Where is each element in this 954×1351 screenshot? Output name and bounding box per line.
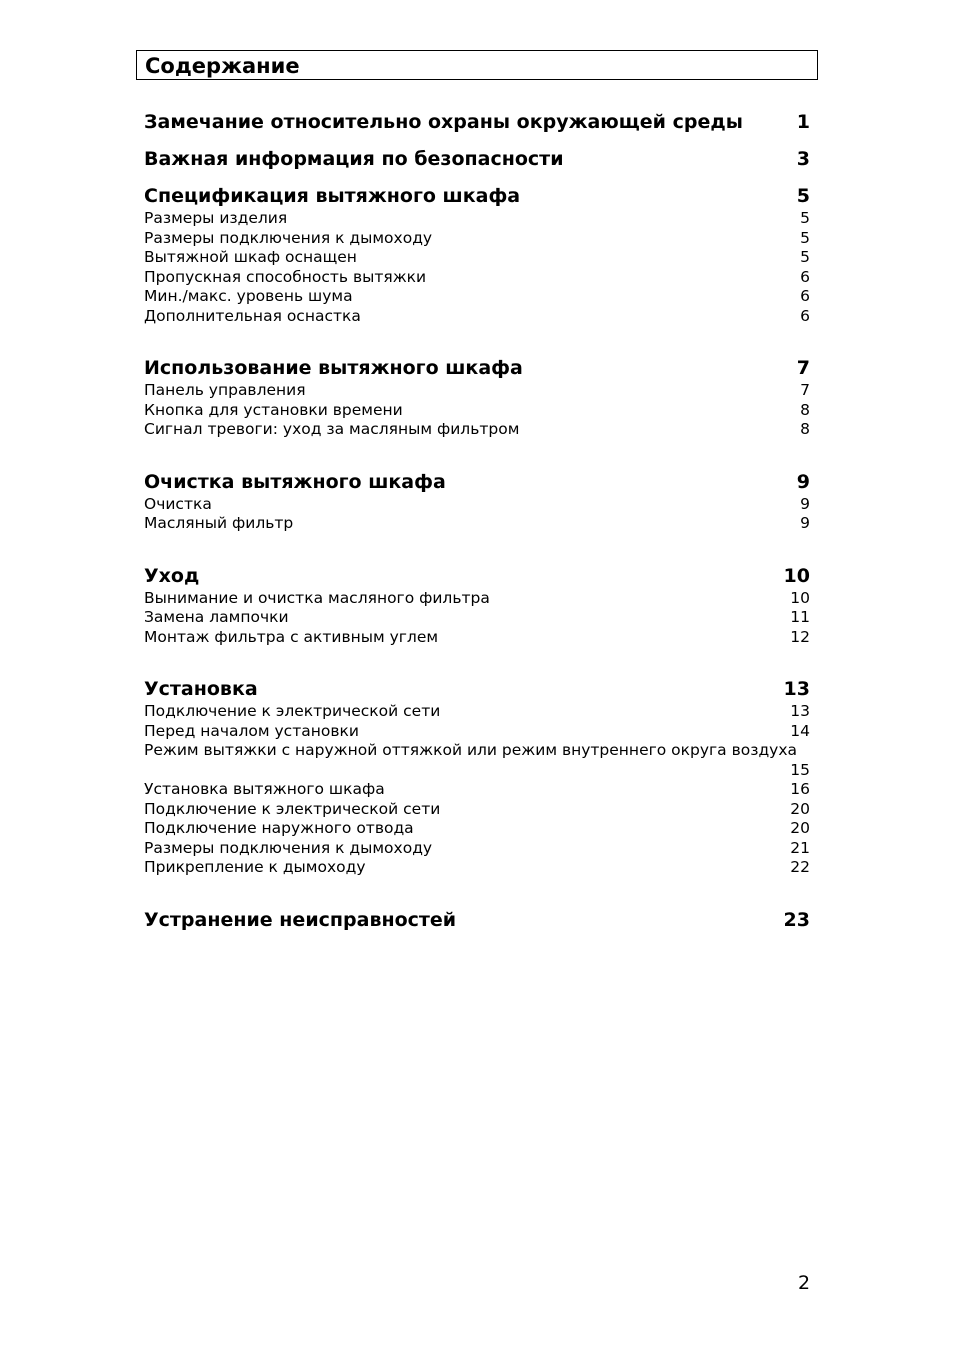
toc-title-box — [136, 50, 818, 80]
toc-entry-label: Перед началом установки — [144, 721, 359, 740]
toc-entry-page: 20 — [790, 819, 810, 837]
toc-entry[interactable] — [144, 381, 810, 401]
toc-entry-label: Размеры подключения к дымоходу — [144, 228, 433, 247]
toc-entry-label: Режим вытяжки с наружной оттяжкой или режим внутреннего округа воздуха — [144, 741, 798, 759]
toc-entry-label: Вынимание и очистка масляного фильтра — [144, 588, 490, 607]
toc-entry[interactable] — [144, 307, 810, 327]
toc-entry-page: 11 — [790, 608, 810, 626]
toc-entry-page: 10 — [790, 588, 810, 607]
toc-entry-page: 14 — [790, 721, 810, 740]
toc-section-page: 3 — [796, 148, 810, 170]
toc-entry-page: 5 — [800, 209, 810, 227]
toc-entry[interactable] — [144, 589, 810, 609]
toc-entry[interactable] — [144, 628, 810, 648]
toc-entry-label: Размеры изделия — [144, 209, 288, 227]
toc-section-page: 7 — [796, 357, 810, 379]
toc-section-title: Установка — [144, 678, 258, 700]
toc-entry-page: 15 — [790, 760, 810, 779]
toc-section — [144, 109, 810, 135]
toc-section-page: 1 — [796, 111, 810, 133]
toc-section-page: 23 — [783, 908, 810, 931]
toc-entry-label: Подключение наружного отвода — [144, 819, 414, 837]
toc-entry-page: 20 — [790, 799, 810, 818]
toc-entry-page: 6 — [800, 287, 810, 305]
toc-section-heading[interactable] — [144, 146, 810, 172]
toc-section-title: Устранение неисправностей — [144, 908, 457, 931]
toc-entry-label: Панель управления — [144, 381, 306, 399]
toc-entry[interactable] — [144, 858, 810, 878]
toc-entry-label: Дополнительная оснастка — [144, 306, 361, 325]
toc-entry-page: 6 — [800, 267, 810, 286]
toc-section-heading[interactable] — [144, 676, 810, 702]
toc-entry-page: 13 — [790, 702, 810, 720]
toc-entry[interactable] — [144, 287, 810, 307]
toc-entry[interactable] — [144, 495, 810, 515]
toc-entry[interactable] — [144, 819, 810, 839]
toc-section-page: 9 — [796, 470, 810, 493]
toc-entry-label: Очистка — [144, 494, 212, 513]
toc-entry-page: 7 — [800, 381, 810, 399]
toc-section — [144, 146, 810, 172]
toc-section-title: Важная информация по безопасности — [144, 148, 564, 170]
toc-entry[interactable] — [144, 209, 810, 229]
toc-entry[interactable] — [144, 420, 810, 440]
toc-entry-label: Пропускная способность вытяжки — [144, 267, 427, 286]
toc-section-title: Очистка вытяжного шкафа — [144, 470, 446, 493]
toc-entry[interactable] — [144, 800, 810, 820]
toc-section-heading[interactable] — [144, 355, 810, 381]
toc-section — [144, 676, 810, 878]
toc-section-heading[interactable] — [144, 469, 810, 495]
toc-section-heading[interactable] — [144, 907, 810, 933]
toc-entry[interactable] — [144, 702, 810, 722]
toc-entry[interactable] — [144, 741, 810, 780]
toc-entry[interactable] — [144, 839, 810, 859]
toc-entry-page: 9 — [800, 514, 810, 532]
toc-entry-label: Подключение к электрической сети — [144, 799, 441, 818]
toc-entry[interactable] — [144, 722, 810, 742]
toc-entry-label: Вытяжной шкаф оснащен — [144, 248, 357, 266]
toc-section — [144, 563, 810, 648]
toc-section — [144, 355, 810, 440]
toc-entry[interactable] — [144, 268, 810, 288]
toc-section — [144, 907, 810, 933]
toc-entry-page: 5 — [800, 228, 810, 247]
toc-entry-label: Размеры подключения к дымоходу — [144, 838, 433, 857]
toc-entry-label: Масляный фильтр — [144, 514, 294, 532]
toc-entry-page: 8 — [800, 420, 810, 438]
toc-entry[interactable] — [144, 401, 810, 421]
toc-section-page: 5 — [796, 185, 810, 207]
toc-section — [144, 183, 810, 326]
toc-entry-label: Подключение к электрической сети — [144, 702, 441, 720]
toc-entry-page: 16 — [790, 780, 810, 798]
toc-entry-label: Кнопка для установки времени — [144, 400, 403, 419]
toc-entry-page: 21 — [790, 838, 810, 857]
toc-section-title: Спецификация вытяжного шкафа — [144, 185, 521, 207]
toc-entry-label: Замена лампочки — [144, 608, 289, 626]
toc-entry-page: 12 — [790, 627, 810, 646]
page-title: Содержание — [145, 54, 300, 78]
toc-entry[interactable] — [144, 780, 810, 800]
toc-entry-page: 9 — [800, 494, 810, 513]
toc-section-title: Уход — [144, 564, 200, 587]
toc-entry[interactable] — [144, 248, 810, 268]
toc-section-title: Замечание относительно охраны окружающей среды — [144, 111, 743, 133]
toc-entry[interactable] — [144, 608, 810, 628]
toc-entry-page: 8 — [800, 400, 810, 419]
toc-entry-page: 6 — [800, 306, 810, 325]
toc-entry-page: 5 — [800, 248, 810, 266]
toc-entry-label: Сигнал тревоги: уход за масляным фильтром — [144, 420, 520, 438]
toc-entry-label: Прикрепление к дымоходу — [144, 858, 366, 876]
page-number: 2 — [798, 1272, 811, 1294]
toc-entry-label: Установка вытяжного шкафа — [144, 780, 385, 798]
toc-section-page: 10 — [783, 564, 810, 587]
toc-entry[interactable] — [144, 229, 810, 249]
toc-section-page: 13 — [783, 678, 810, 700]
toc-entry[interactable] — [144, 514, 810, 534]
toc-section-heading[interactable] — [144, 563, 810, 589]
toc-entry-page: 22 — [790, 858, 810, 876]
toc-entry-label: Монтаж фильтра с активным углем — [144, 627, 439, 646]
toc-section — [144, 469, 810, 534]
table-of-contents — [144, 100, 810, 944]
toc-entry-label: Мин./макс. уровень шума — [144, 287, 353, 305]
toc-section-title: Использование вытяжного шкафа — [144, 357, 523, 379]
toc-section-heading[interactable] — [144, 183, 810, 209]
toc-section-heading[interactable] — [144, 109, 810, 135]
